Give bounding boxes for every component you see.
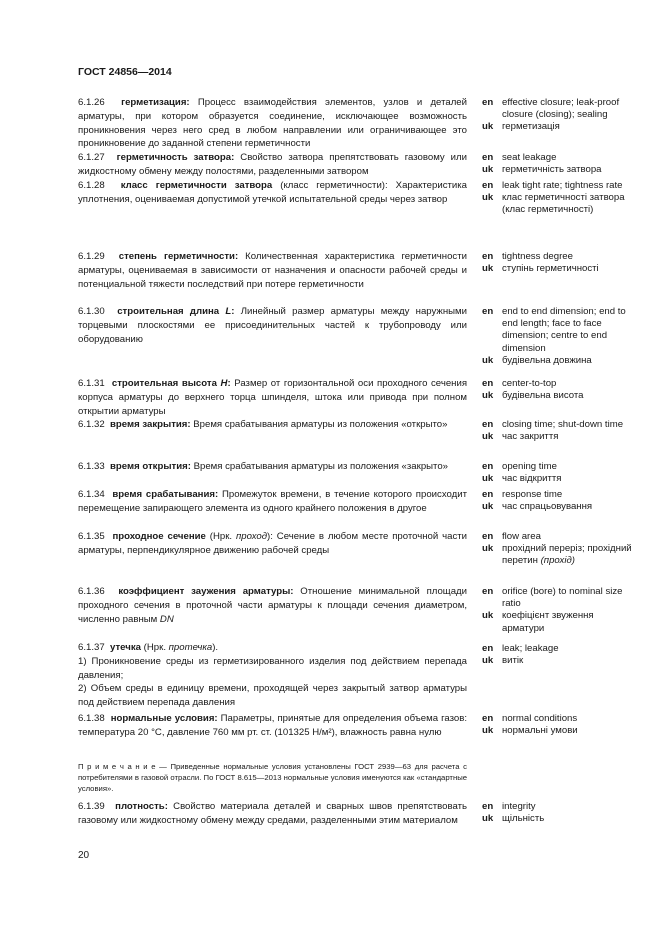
- symbol-dn: DN: [159, 613, 174, 625]
- english-term: tightness degree: [502, 251, 573, 262]
- deprecated-term: протечка: [168, 642, 213, 653]
- definition-text: Свойство затвора препятствовать газовому или жидкостному обмену между полостями, разделенными затвором: [78, 152, 467, 177]
- definition-6-1-26: [78, 96, 467, 151]
- ukrainian-deprecated-term: (прохід): [540, 555, 575, 567]
- definition-6-1-33: [78, 460, 467, 474]
- term-number: 6.1.29: [78, 251, 105, 262]
- term-name: время закрытия:: [110, 419, 191, 430]
- translations-6-1-36: [482, 586, 632, 635]
- lang-code: uk: [482, 610, 494, 622]
- lang-code: en: [482, 586, 494, 597]
- term-name: класс герметичности затвора: [120, 180, 273, 191]
- english-term: effective closure; leak-proof closure (closing); sealing: [502, 97, 620, 121]
- lang-code: en: [482, 713, 494, 724]
- term-name: проходное сечение: [112, 531, 206, 542]
- term-number: 6.1.30: [78, 306, 105, 317]
- definition-text: Время срабатывания арматуры из положения «открыто»: [190, 419, 448, 430]
- translations-6-1-29: [482, 251, 632, 275]
- translations-6-1-26: [482, 97, 632, 134]
- definition-6-1-29: [78, 250, 467, 291]
- ukrainian-term: коефіцієнт звуження арматури: [502, 610, 594, 634]
- term-name: плотность:: [115, 801, 168, 812]
- term-number: 6.1.31: [78, 378, 105, 389]
- english-term: center-to-top: [502, 378, 557, 389]
- definition-text-pre: (Нрк.: [141, 642, 169, 653]
- definition-6-1-36: [78, 585, 467, 626]
- translations-6-1-34: [482, 489, 632, 513]
- lang-code: uk: [482, 431, 494, 443]
- term-colon: :: [227, 378, 231, 389]
- translations-6-1-38: [482, 713, 632, 737]
- lang-code: en: [482, 643, 494, 654]
- definition-6-1-28: [78, 179, 467, 207]
- lang-code: en: [482, 180, 494, 191]
- ukrainian-term: будівельна висота: [502, 390, 584, 402]
- term-number: 6.1.38: [78, 713, 105, 724]
- ukrainian-term: час відкриття: [502, 473, 562, 485]
- lang-code: uk: [482, 192, 494, 204]
- ukrainian-term: час закриття: [502, 431, 559, 443]
- definition-text: (класс герметичности): Характеристика уплотнения, оцениваемая допустимой утечкой испытательной среды через затвор: [78, 180, 467, 205]
- translations-6-1-39: [482, 801, 632, 825]
- definition-text: Процесс взаимодействия элементов, узлов и деталей арматуры, при котором образуется соединение, исключающее возможность проникновения через него сред в любом направлении или ограничивающее это проникновение до заданной степени герметичности: [78, 97, 467, 150]
- definition-text: Линейный размер арматуры между наружными торцевыми плоскостями ее присоединительных частей к трубопроводу или оборудованию: [78, 306, 467, 345]
- ukrainian-term: [502, 543, 632, 567]
- term-number: 6.1.35: [78, 531, 105, 542]
- term-name: время открытия:: [110, 461, 191, 472]
- definition-6-1-37: [78, 641, 467, 710]
- term-number: 6.1.28: [78, 180, 105, 191]
- term-name: нормальные условия:: [110, 713, 218, 724]
- term-name: степень герметичности:: [118, 251, 239, 262]
- ukrainian-term: щільність: [502, 813, 545, 825]
- lang-code: uk: [482, 655, 494, 667]
- definition-6-1-31: [78, 377, 467, 418]
- definition-meaning-2: 2) Объем среды в единицу времени, проходящей через закрытый затвор арматуры под действием перепада давления: [78, 683, 467, 709]
- term-name: строительная длина: [117, 306, 220, 317]
- page-number: 20: [78, 850, 90, 861]
- english-term: response time: [502, 489, 563, 500]
- definition-6-1-34: [78, 488, 467, 516]
- translations-6-1-32: [482, 419, 632, 443]
- lang-code: en: [482, 152, 494, 163]
- term-number: 6.1.26: [78, 97, 105, 108]
- definition-6-1-32: [78, 418, 467, 432]
- definition-text: Время срабатывания арматуры из положения «закрыто»: [190, 461, 449, 472]
- term-name: герметизация:: [121, 97, 190, 108]
- lang-code: uk: [482, 473, 494, 485]
- term-name: герметичность затвора:: [116, 152, 235, 163]
- lang-code: en: [482, 489, 494, 500]
- lang-code: uk: [482, 813, 494, 825]
- ukrainian-term: герметизація: [502, 121, 560, 133]
- definition-6-1-39: [78, 800, 467, 828]
- lang-code: en: [482, 461, 494, 472]
- english-term: leak tight rate; tightness rate: [502, 180, 623, 191]
- english-term: integrity: [502, 801, 536, 812]
- english-term: seat leakage: [502, 152, 557, 163]
- lang-code: uk: [482, 501, 494, 513]
- lang-code: en: [482, 306, 494, 317]
- lang-code: uk: [482, 164, 494, 176]
- lang-code: uk: [482, 354, 494, 366]
- term-name: утечка: [110, 642, 141, 653]
- ukrainian-term: будівельна довжина: [502, 354, 592, 366]
- translations-6-1-31: [482, 378, 632, 402]
- term-number: 6.1.34: [78, 489, 105, 500]
- definition-text: Свойство материала деталей и сварных швов препятствовать газовому или жидкостному обмену между средами, разделенными этим материалом: [78, 801, 467, 826]
- document-header: ГОСТ 24856—2014: [78, 66, 172, 78]
- term-number: 6.1.36: [78, 586, 105, 597]
- ukrainian-term: витік: [502, 655, 524, 667]
- english-term: leak; leakage: [502, 643, 559, 654]
- term-symbol: H: [220, 378, 228, 389]
- term-name: коэффициент заужения арматуры:: [118, 586, 294, 597]
- note-block: [78, 761, 467, 795]
- lang-code: uk: [482, 390, 494, 402]
- english-term: opening time: [502, 461, 557, 472]
- definition-text-pre: (Нрк.: [205, 531, 236, 542]
- ukrainian-term: час спрацьовування: [502, 501, 593, 513]
- term-name: время срабатывания:: [112, 489, 219, 500]
- definition-meaning-1: 1) Проникновение среды из герметизированного изделия под действием перепада давления;: [78, 655, 467, 681]
- ukrainian-term: герметичність затвора: [502, 164, 602, 176]
- definition-text: Количественная характеристика герметичности арматуры, оцениваемая в зависимости от назначения и опасности рабочей среды и потенциальной тяжести последствий при потере герметичности: [78, 251, 467, 290]
- lang-code: uk: [482, 725, 494, 737]
- term-number: 6.1.27: [78, 152, 105, 163]
- lang-code: en: [482, 378, 494, 389]
- definition-text: ): Сечение в любом месте проточной части арматуры, перпендикулярное движению рабочей среды: [78, 531, 468, 556]
- definition-text: Размер от горизонтальной оси проходного сечения корпуса арматуры до верхнего торца шпинделя, штока или привода при полном открытии арматуры: [78, 378, 468, 417]
- definition-text: Промежуток времени, в течение которого происходит перемещение запирающего элемента из одного крайнего положения в другое: [78, 489, 467, 514]
- translations-6-1-35: [482, 531, 632, 568]
- definition-text: Параметры, принятые для определения объема газов: температура 20 °С, давление 760 мм рт. ст. (101325 Н/м²), влажность равна нулю: [78, 713, 467, 738]
- lang-code: uk: [482, 263, 494, 275]
- term-number: 6.1.39: [78, 801, 105, 812]
- lang-code: uk: [482, 543, 494, 555]
- english-term: end to end dimension; end to end length; face to face dimension; centre to end dimension: [502, 306, 626, 354]
- note-text: Приведенные нормальные условия установлены ГОСТ 2939—63 для расчета с потребителями в газовой отрасли. По ГОСТ 8.615—2013 нормальные условия именуются как «стандартные условия».: [78, 762, 467, 794]
- note-label: П р и м е ч а н и е —: [78, 762, 171, 771]
- definition-6-1-27: [78, 151, 467, 179]
- english-term: closing time; shut-down time: [502, 419, 624, 430]
- translations-6-1-28: [482, 180, 632, 217]
- ukrainian-term: нормальні умови: [502, 725, 578, 737]
- lang-code: en: [482, 531, 494, 542]
- translations-6-1-27: [482, 152, 632, 176]
- term-number: 6.1.32: [78, 419, 105, 430]
- definition-6-1-38: [78, 712, 467, 740]
- definition-text: Отношение минимальной площади проходного сечения в проточной части арматуры к площади сечения диаметром, численно равным: [78, 586, 467, 625]
- ukrainian-term-text: прохідний переріз; прохідний перетин: [502, 543, 632, 567]
- lang-code: en: [482, 251, 494, 262]
- term-number: 6.1.37: [78, 642, 105, 653]
- definition-text: ).: [212, 642, 219, 653]
- lang-code: en: [482, 97, 494, 108]
- translations-6-1-37: [482, 643, 632, 667]
- lang-code: en: [482, 419, 494, 430]
- translations-6-1-33: [482, 461, 632, 485]
- english-term: normal conditions: [502, 713, 578, 724]
- english-term: flow area: [502, 531, 541, 542]
- ukrainian-term: клас герметичності затвора (клас герметичності): [502, 192, 625, 216]
- ukrainian-term: ступінь герметичності: [502, 263, 599, 275]
- lang-code: en: [482, 801, 494, 812]
- term-name: строительная высота: [111, 378, 217, 389]
- term-colon: :: [231, 306, 235, 317]
- lang-code: uk: [482, 121, 494, 133]
- term-symbol: L: [225, 306, 232, 317]
- english-term: orifice (bore) to nominal size ratio: [502, 586, 623, 610]
- deprecated-term: проход: [235, 531, 268, 542]
- term-number: 6.1.33: [78, 461, 105, 472]
- definition-6-1-30: [78, 305, 467, 346]
- definition-6-1-35: [78, 530, 467, 558]
- translations-6-1-30: [482, 306, 632, 367]
